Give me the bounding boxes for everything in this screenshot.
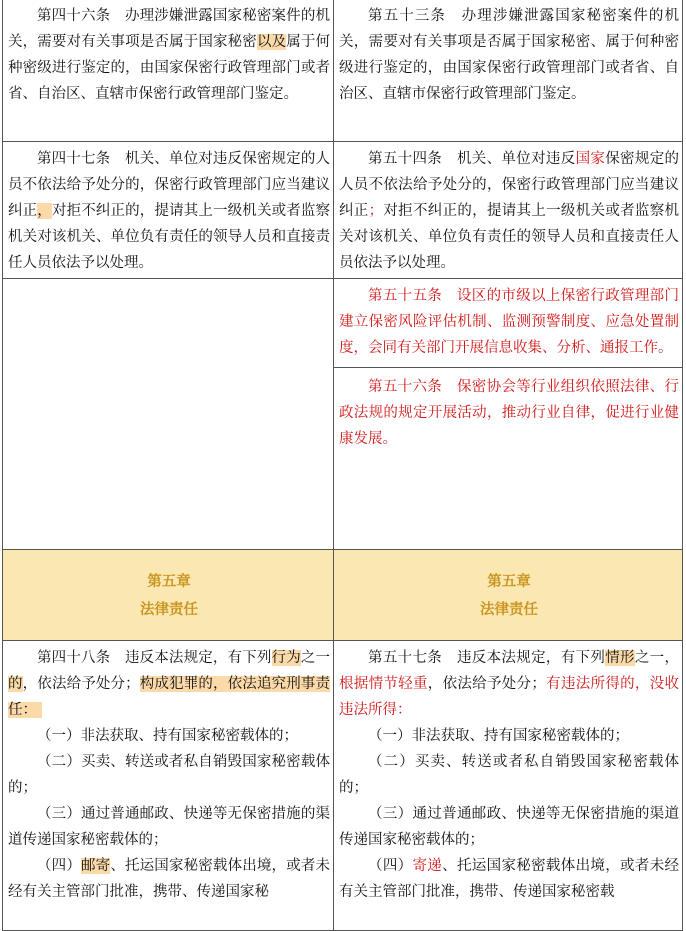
new-article-56: 第五十六条 保密协会等行业组织依照法律、行政法规的规定开展活动，推动行业自律，促进行业健康发展。 <box>339 379 679 447</box>
chapter-heading-new: 第五章 法律责任 <box>334 550 683 641</box>
added-text: 根据情节轻重 <box>339 676 428 692</box>
highlight-mark: 行为 <box>271 650 301 666</box>
highlight-mark: 构成犯罪的，依法追究刑事责任： <box>8 676 331 718</box>
list-item: （四）邮寄、托运国家秘密载体出境，或者未经有关主管部门批准，携带、传递国家秘 <box>8 858 331 900</box>
highlight-mark <box>37 702 42 718</box>
law-comparison-table <box>2 0 683 931</box>
highlight-mark: 的 <box>8 676 23 692</box>
old-article-48: 第四十八条 违反本法规定，有下列行为之一的，依法给予处分；构成犯罪的，依法追究刑事责任： （一）非法获取、持有国家秘密载体的； （二）买卖、转送或者私自销毁国家秘密载体的； （三）通过普通邮政、快递等无保密措施的渠道传递国家秘密载体的； （四）邮寄、托运国家秘密载体出境，或者未经有关主管部门批准，携带、传递国家秘 <box>3 641 334 931</box>
old-article-46: 第四十六条 办理涉嫌泄露国家秘密案件的机关，需要对有关事项是否属于国家秘密以及属于何种密级进行鉴定的，由国家保密行政管理部门或者省、自治区、直辖市保密行政管理部门鉴定。 <box>3 0 334 142</box>
list-item: （一）非法获取、持有国家秘密载体的； <box>368 728 629 744</box>
highlight-mark: 以及 <box>256 34 287 50</box>
empty-cell <box>3 279 334 550</box>
highlight-mark: ， <box>37 203 52 219</box>
table-row <box>3 142 683 279</box>
new-article-57: 第五十七条 违反本法规定，有下列情形之一，根据情节轻重，依法给予处分；有违法所得的，没收违法所得： （一）非法获取、持有国家秘密载体的； （二）买卖、转送或者私自销毁国家秘密载体的； （三）通过普通邮政、快递等无保密措施的渠道传递国家秘密载体的； （四）寄递、托运国家秘密载体出境，或者未经有关主管部门批准，携带、传递国家秘密载 <box>334 641 683 931</box>
list-item: （三）通过普通邮政、快递等无保密措施的渠道传递国家秘密载体的； <box>8 806 330 848</box>
list-item: （二）买卖、转送或者私自销毁国家秘密载体的； <box>8 754 330 796</box>
list-item: （二）买卖、转送或者私自销毁国家秘密载体的； <box>339 754 679 796</box>
new-article-55: 第五十五条 设区的市级以上保密行政管理部门建立保密风险评估机制、监测预警制度、应急处置制度，会同有关部门开展信息收集、分析、通报工作。 <box>339 288 679 356</box>
table-row <box>3 550 683 641</box>
added-text: 国家 <box>575 151 606 167</box>
new-article-54: 第五十四条 机关、单位对违反国家保密规定的人员不依法给予处分的，保密行政管理部门应当建议纠正；对拒不纠正的，提请其上一级机关或者监察机关对该机关、单位负有责任的领导人员和直接责任人员依法予以处理。 <box>334 142 683 279</box>
list-item: （四）寄递、托运国家秘密载体出境，或者未经有关主管部门批准，携带、传递国家秘密载 <box>339 858 680 900</box>
old-article-47: 第四十七条 机关、单位对违反保密规定的人员不依法给予处分的，保密行政管理部门应当建议纠正，对拒不纠正的，提请其上一级机关或者监察机关对该机关、单位负有责任的领导人员和直接责任人员依法予以处理。 <box>3 142 334 279</box>
new-articles-55-56 <box>334 279 683 550</box>
added-text: 寄递 <box>412 858 443 874</box>
highlight-mark: 邮寄 <box>80 858 111 874</box>
list-item: （一）非法获取、持有国家秘密载体的； <box>37 728 298 744</box>
chapter-heading-old: 第五章 法律责任 <box>3 550 334 641</box>
table-row <box>3 279 683 550</box>
new-article-53: 第五十三条 办理涉嫌泄露国家秘密案件的机关，需要对有关事项是否属于国家秘密、属于何种密级进行鉴定的，由国家保密行政管理部门或者省、自治区、直辖市保密行政管理部门鉴定。 <box>334 0 683 142</box>
added-text: 有违法所得的，没收违法所得： <box>339 676 680 718</box>
added-text: ； <box>368 203 384 219</box>
list-item: （三）通过普通邮政、快递等无保密措施的渠道传递国家秘密载体的； <box>339 806 679 848</box>
highlight-mark: 情形 <box>605 650 635 666</box>
table-row <box>3 0 683 142</box>
divider <box>334 367 682 452</box>
table-row <box>3 641 683 931</box>
